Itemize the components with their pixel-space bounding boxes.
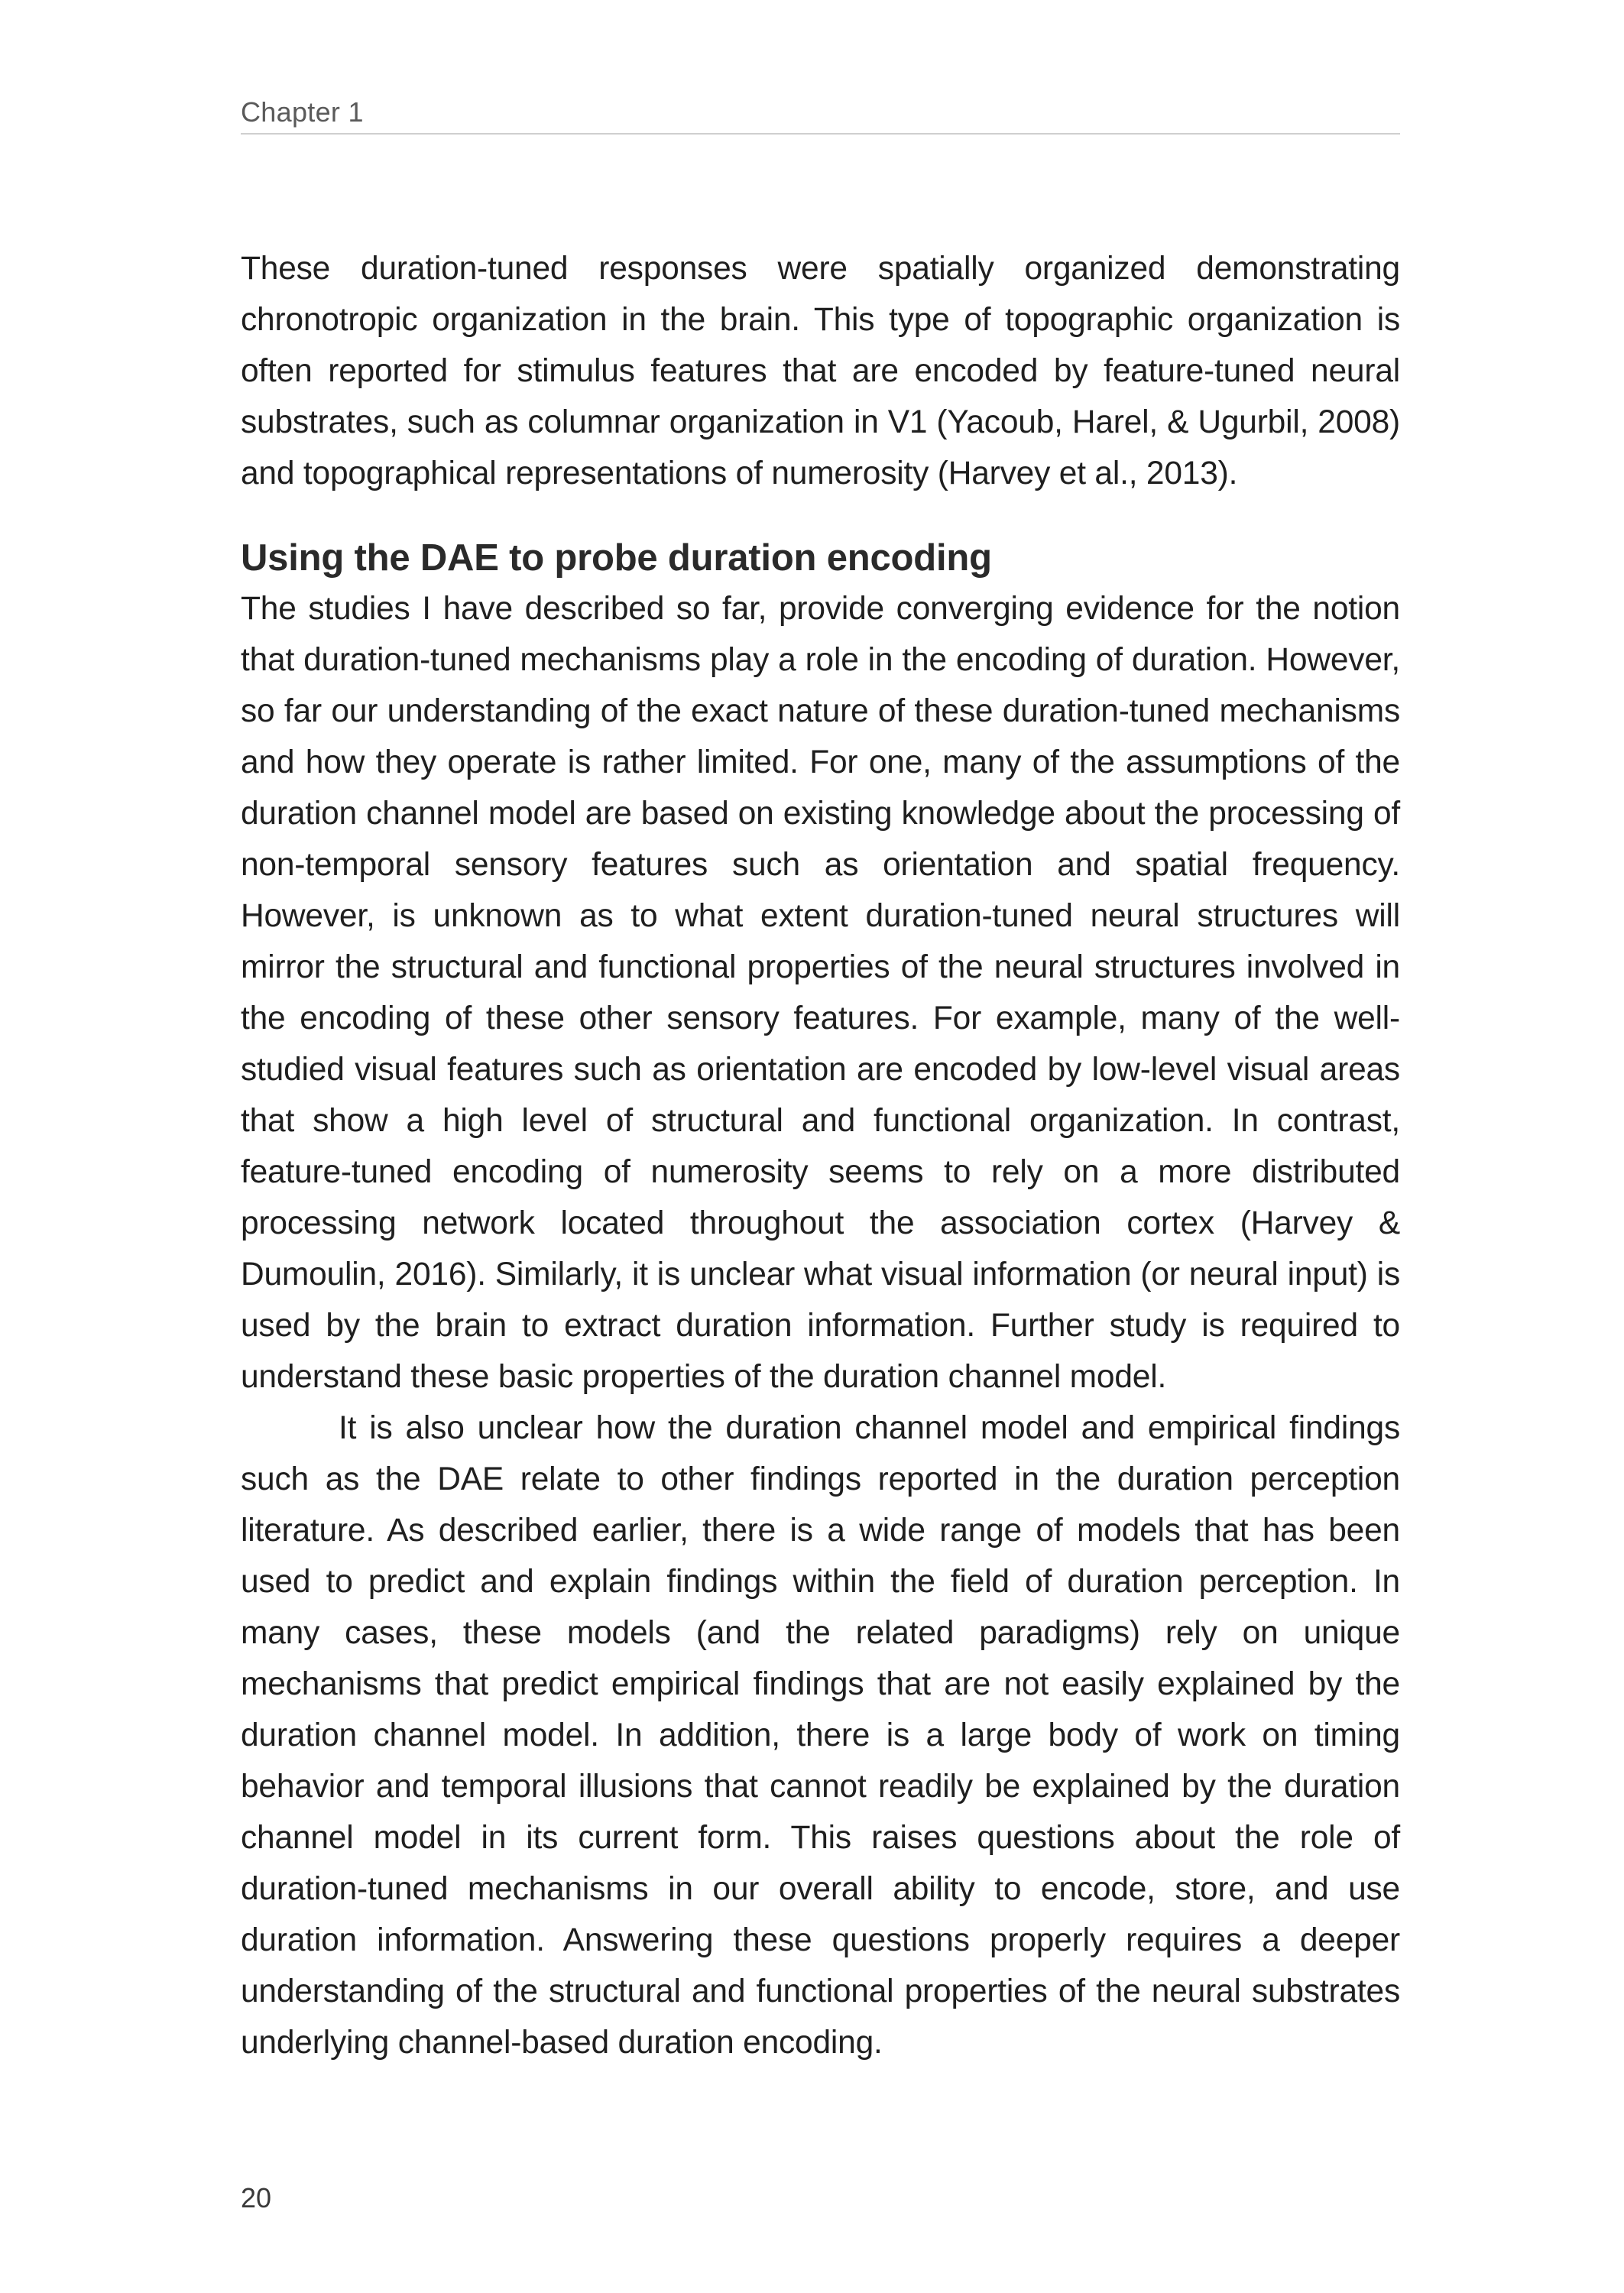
- body-paragraph-2: The studies I have described so far, provide converging evidence for the notion that duration-tuned mechanisms play a role in the encoding of duration. However, so far our understanding of the exact nature of these duration-tuned mechanisms and how they operate is rather limited. For one, many of the assumptions of the duration channel model are based on existing knowledge about the processing of non-temporal sensory features such as orientation and spatial frequency. However, is unknown as to what extent duration-tuned neural structures will mirror the structural and functional properties of the neural structures involved in the encoding of these other sensory features. For example, many of the well-studied visual features such as orientation are encoded by low-level visual areas that show a high level of structural and functional organization. In contrast, feature-tuned encoding of numerosity seems to rely on a more distributed processing network located throughout the association cortex (Harvey & Dumoulin, 2016). Similarly, it is unclear what visual information (or neural input) is used by the brain to extract duration information. Further study is required to understand these basic properties of the duration channel model.: [241, 591, 1400, 1395]
- chapter-label: Chapter 1: [241, 96, 364, 128]
- section-heading: Using the DAE to probe duration encoding: [241, 537, 992, 579]
- body-paragraph-1: These duration-tuned responses were spatially organized demonstrating chronotropic organization in the brain. This type of topographic organization is often reported for stimulus features that are encoded by feature-tuned neural substrates, such as columnar organization in V1 (Yacoub, Harel, & Ugurbil, 2008) and topographical representations of numerosity (Harvey et al., 2013).: [241, 251, 1400, 491]
- page-number: 20: [241, 2182, 272, 2214]
- running-header: [241, 93, 1400, 135]
- body-paragraph-3: It is also unclear how the duration channel model and empirical findings such as the DAE relate to other findings reported in the duration perception literature. As described earlier, there is a wide range of models that has been used to predict and explain findings within the field of duration perception. In many cases, these models (and the related paradigms) rely on unique mechanisms that predict empirical findings that are not easily explained by the duration channel model. In addition, there is a large body of work on timing behavior and temporal illusions that cannot readily be explained by the duration channel model in its current form. This raises questions about the role of duration-tuned mechanisms in our overall ability to encode, store, and use duration information. Answering these questions properly requires a deeper understanding of the structural and functional properties of the neural substrates underlying channel-based duration encoding.: [241, 1410, 1400, 2061]
- page-body: [241, 243, 1400, 2068]
